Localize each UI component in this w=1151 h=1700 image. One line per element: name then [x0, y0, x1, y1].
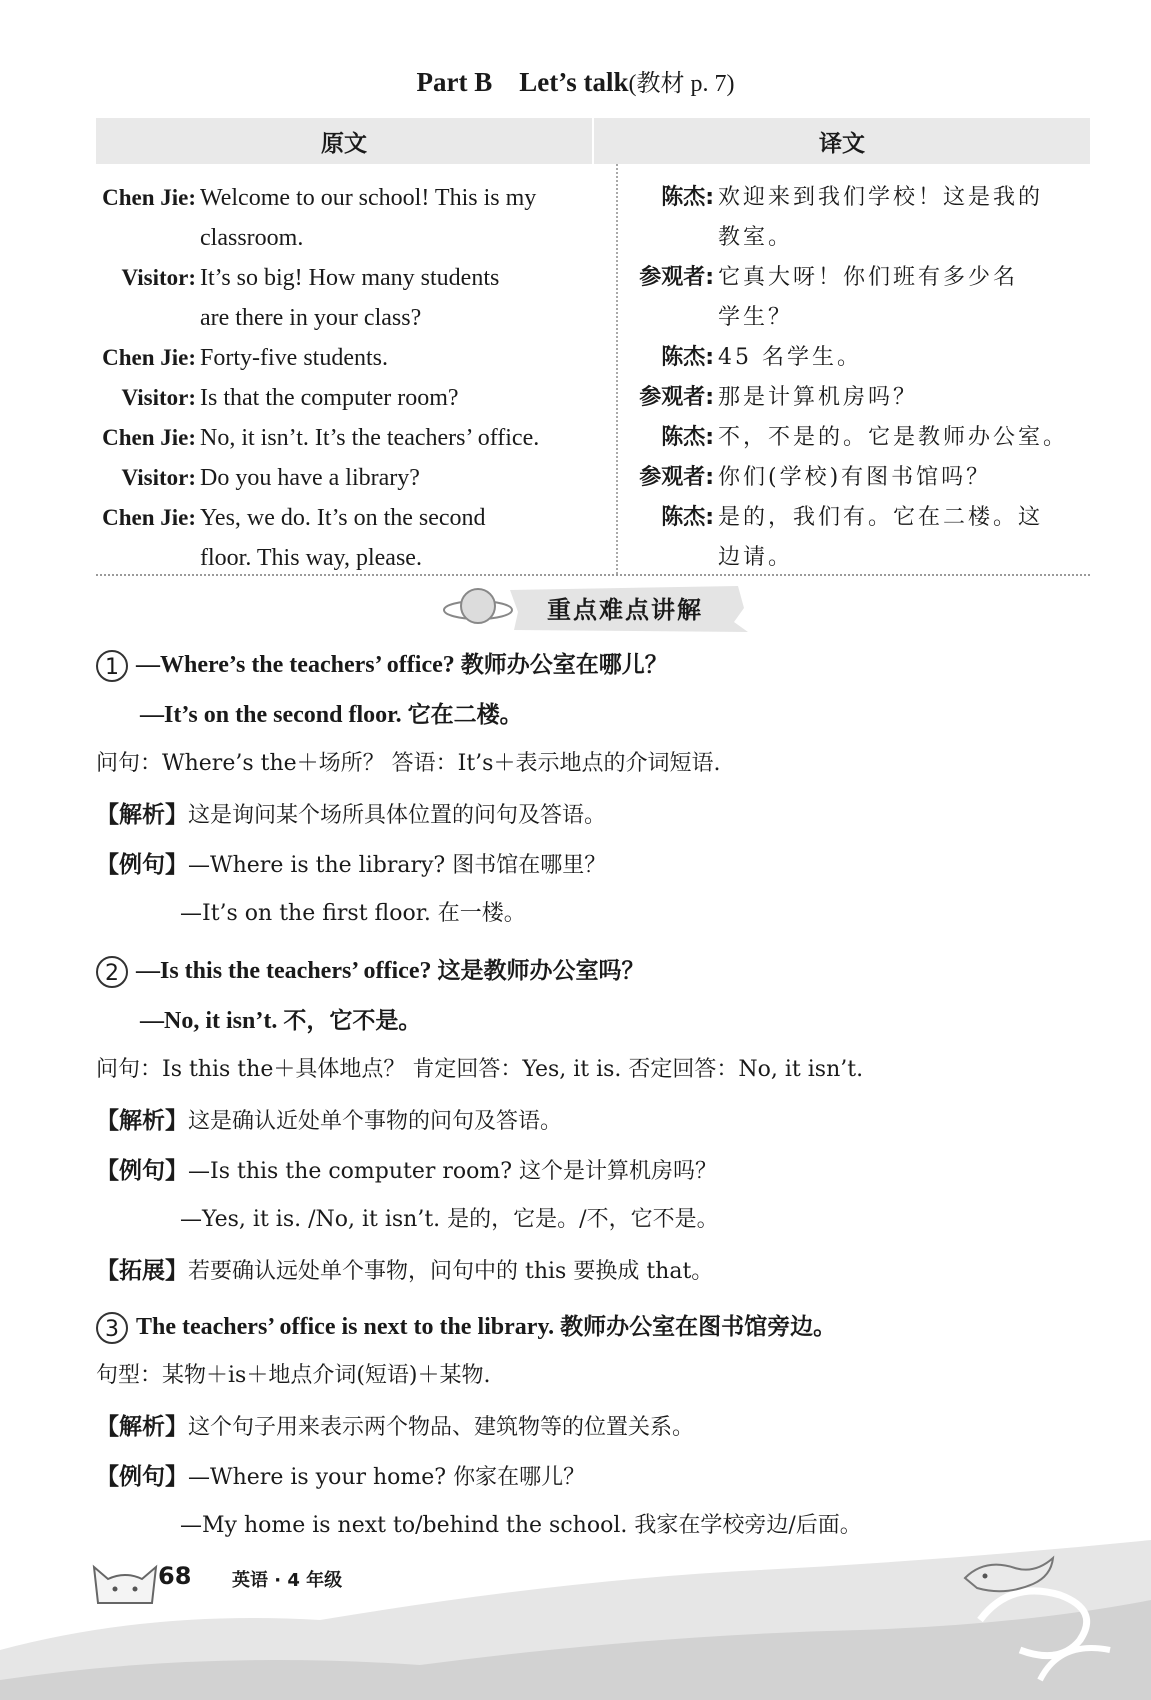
- dialogue-chinese: 不，不是的。它是教师办公室。: [718, 425, 1069, 450]
- s1-example-answer: —It’s on the first floor. 在一楼。: [180, 901, 526, 926]
- column-divider: [616, 164, 618, 574]
- page-title: Part B Let’s talk(教材 p. 7): [416, 67, 735, 97]
- dialogue-english-cont: are there in your class?: [200, 305, 422, 331]
- dialogue-speaker: Visitor:: [121, 265, 196, 290]
- dialogue-speaker-zh: 陈杰:: [661, 505, 714, 530]
- s3-sentence: 3 The teachers’ office is next to the library. 教师办公室在图书馆旁边。: [96, 1306, 836, 1347]
- dialogue-table: [96, 118, 1090, 576]
- subject-label: 英语 · 4 年级: [232, 1570, 343, 1591]
- dialogue-chinese: 45 名学生。: [718, 345, 862, 370]
- s1-analysis: 【解析】这是询问某个场所具体位置的问句及答语。: [96, 802, 607, 828]
- section-number: 1: [96, 650, 128, 682]
- s3-example-answer: —My home is next to/behind the school. 我家在学校旁边/后面。: [180, 1513, 862, 1538]
- s3-analysis: 【解析】这个句子用来表示两个物品、建筑物等的位置关系。: [96, 1414, 695, 1440]
- banner-title: 重点难点讲解: [547, 596, 703, 624]
- dialogue-chinese: 欢迎来到我们学校！这是我的: [718, 185, 1044, 210]
- s2-question: 2 —Is this the teachers’ office? 这是教师办公室吗？: [96, 950, 644, 991]
- dialogue-english: Do you have a library?: [200, 465, 420, 491]
- dialogue-chinese: 你们(学校)有图书馆吗？: [718, 465, 992, 490]
- s1-example: 【例句】—Where is the library? 图书馆在哪里？: [96, 852, 607, 878]
- s1-answer: —It’s on the second floor. 它在二楼。: [140, 702, 523, 728]
- planet-icon: [461, 589, 495, 623]
- section-number: 2: [96, 956, 128, 988]
- dialogue-chinese: 它真大呀！你们班有多少名: [718, 265, 1019, 290]
- dialogue-english: Yes, we do. It’s on the second: [200, 505, 486, 531]
- header-translation: 译文: [819, 130, 865, 157]
- dialogue-english: Is that the computer room?: [200, 385, 459, 411]
- s3-example: 【例句】—Where is your home? 你家在哪儿？: [96, 1464, 586, 1490]
- s1-pattern: 问句：Where’s the＋场所？ 答语：It’s＋表示地点的介词短语.: [96, 751, 721, 776]
- dialogue-speaker-zh: 参观者:: [639, 385, 714, 410]
- dialogue-english: No, it isn’t. It’s the teachers’ office.: [200, 425, 540, 451]
- section-number: 3: [96, 1312, 128, 1344]
- s2-answer: —No, it isn’t. 不，它不是。: [140, 1008, 422, 1034]
- dialogue-speaker: Chen Jie:: [102, 425, 196, 450]
- s2-example: 【例句】—Is this the computer room? 这个是计算机房吗？: [96, 1158, 718, 1184]
- dialogue-chinese-cont: 边请。: [718, 545, 794, 570]
- whale-icon: [955, 1548, 1065, 1598]
- dialogue-speaker-zh: 陈杰:: [661, 185, 714, 210]
- dialogue-chinese-cont: 教室。: [718, 225, 794, 250]
- dialogue-english: Forty-five students.: [200, 345, 388, 371]
- dialogue-speaker-zh: 陈杰:: [661, 425, 714, 450]
- table-body: [96, 164, 1090, 576]
- dialogue-english: Welcome to our school! This is my: [200, 185, 537, 211]
- header-original: 原文: [96, 118, 594, 164]
- dialogue-chinese-cont: 学生？: [718, 305, 794, 330]
- dialogue-speaker-zh: 参观者:: [639, 265, 714, 290]
- dialogue-english: It’s so big! How many students: [200, 265, 500, 291]
- footer-wave-decoration: [0, 1500, 1151, 1700]
- dialogue-speaker: Visitor:: [121, 465, 196, 490]
- s2-pattern: 问句：Is this the＋具体地点？ 肯定回答：Yes, it is. 否定回答：No, it isn’t.: [96, 1057, 864, 1082]
- dialogue-speaker: Chen Jie:: [102, 345, 196, 370]
- dialogue-speaker: Visitor:: [121, 385, 196, 410]
- s2-extend: 【拓展】若要确认远处单个事物，问句中的 this 要换成 that。: [96, 1258, 714, 1284]
- dialogue-speaker-zh: 参观者:: [639, 465, 714, 490]
- table-header: [96, 118, 1090, 164]
- dialogue-chinese: 那是计算机房吗？: [718, 385, 919, 410]
- dialogue-speaker: Chen Jie:: [102, 185, 196, 210]
- page-number: 68: [158, 1562, 192, 1590]
- dialogue-english-cont: floor. This way, please.: [200, 545, 422, 571]
- s3-pattern: 句型：某物＋is＋地点介词(短语)＋某物.: [96, 1363, 491, 1388]
- cat-icon: [90, 1545, 160, 1605]
- s1-question: 1 —Where’s the teachers’ office? 教师办公室在哪儿？: [96, 644, 668, 685]
- s2-example-answer: —Yes, it is. /No, it isn’t. 是的，它是。/不，它不是。: [180, 1207, 719, 1232]
- s2-analysis: 【解析】这是确认近处单个事物的问句及答语。: [96, 1108, 563, 1134]
- dialogue-speaker-zh: 陈杰:: [661, 345, 714, 370]
- dialogue-english-cont: classroom.: [200, 225, 304, 251]
- dialogue-speaker: Chen Jie:: [102, 505, 196, 530]
- dialogue-chinese: 是的，我们有。它在二楼。这: [718, 505, 1044, 530]
